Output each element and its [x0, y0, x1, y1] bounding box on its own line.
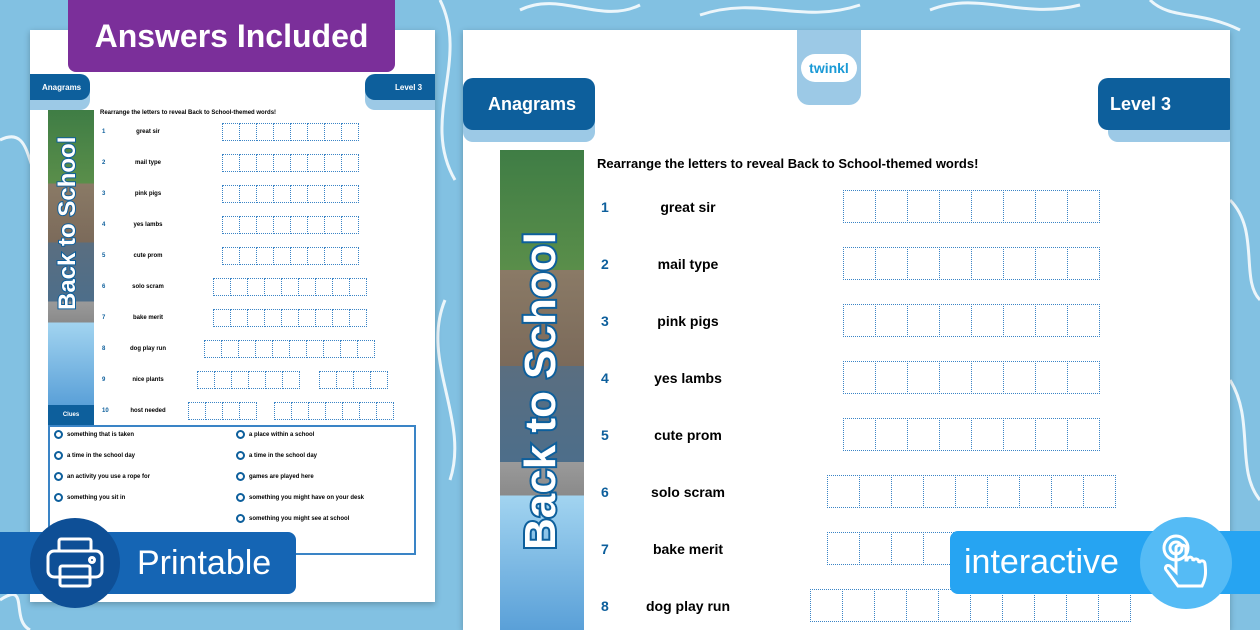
- letter-box[interactable]: [247, 309, 265, 327]
- anagram-item: [102, 402, 109, 420]
- answer-boxes[interactable]: [222, 123, 358, 141]
- letter-box[interactable]: [239, 216, 257, 234]
- answer-boxes[interactable]: [319, 371, 387, 389]
- letter-box[interactable]: [843, 361, 876, 394]
- clues-label: Clues: [48, 405, 94, 425]
- letter-box[interactable]: [290, 247, 308, 265]
- letter-box[interactable]: [324, 185, 342, 203]
- letter-box[interactable]: [923, 475, 956, 508]
- letter-box[interactable]: [247, 278, 265, 296]
- letter-box[interactable]: [222, 154, 240, 172]
- clue: something you sit in: [54, 493, 125, 502]
- item-number: 7: [102, 315, 106, 321]
- letter-box[interactable]: [213, 309, 231, 327]
- letter-box[interactable]: [281, 309, 299, 327]
- letter-box[interactable]: [359, 402, 377, 420]
- letter-box[interactable]: [891, 532, 924, 565]
- answer-boxes[interactable]: [843, 361, 1099, 394]
- letter-box[interactable]: [939, 247, 972, 280]
- anagram-word: great sir: [136, 129, 160, 135]
- letter-box[interactable]: [875, 190, 908, 223]
- letter-box[interactable]: [230, 278, 248, 296]
- letter-box[interactable]: [264, 278, 282, 296]
- letter-box[interactable]: [290, 123, 308, 141]
- letter-box[interactable]: [810, 589, 843, 622]
- answer-boxes[interactable]: [188, 402, 256, 420]
- clue-number-icon: [236, 514, 245, 523]
- anagram-item: [601, 532, 609, 565]
- answer-boxes[interactable]: [843, 247, 1099, 280]
- letter-box[interactable]: [324, 154, 342, 172]
- clue: something you might have on your desk: [236, 493, 364, 502]
- letter-box[interactable]: [230, 309, 248, 327]
- answer-boxes[interactable]: [843, 304, 1099, 337]
- anagram-item: [601, 304, 609, 337]
- clue-number-icon: [54, 451, 63, 460]
- anagram-word: great sir: [660, 198, 716, 215]
- letter-box[interactable]: [214, 371, 232, 389]
- letter-box[interactable]: [307, 247, 325, 265]
- letter-box[interactable]: [222, 123, 240, 141]
- anagram-word: mail type: [134, 160, 161, 166]
- letter-box[interactable]: [265, 371, 283, 389]
- item-number: 8: [102, 346, 106, 352]
- letter-box[interactable]: [273, 216, 291, 234]
- item-number: 9: [102, 377, 106, 383]
- letter-box[interactable]: [341, 216, 359, 234]
- letter-box[interactable]: [307, 123, 325, 141]
- clue: something you might see at school: [236, 514, 349, 523]
- letter-box[interactable]: [319, 371, 337, 389]
- answer-boxes[interactable]: [213, 278, 366, 296]
- anagram-word: bake merit: [132, 315, 163, 321]
- letter-box[interactable]: [315, 278, 333, 296]
- letter-box[interactable]: [971, 190, 1004, 223]
- letter-box[interactable]: [907, 361, 940, 394]
- letter-box[interactable]: [248, 371, 266, 389]
- letter-box[interactable]: [222, 216, 240, 234]
- letter-box[interactable]: [325, 402, 343, 420]
- letter-box[interactable]: [324, 123, 342, 141]
- letter-box[interactable]: [239, 185, 257, 203]
- letter-box[interactable]: [971, 418, 1004, 451]
- instruction: Rearrange the letters to reveal Back to School-themed words!: [597, 156, 979, 171]
- tap-hand-icon: [1140, 517, 1232, 609]
- anagram-item: [601, 589, 609, 622]
- letter-box[interactable]: [307, 216, 325, 234]
- letter-box[interactable]: [1067, 247, 1100, 280]
- letter-box[interactable]: [274, 402, 292, 420]
- letter-box[interactable]: [332, 278, 350, 296]
- letter-box[interactable]: [340, 340, 358, 358]
- answer-boxes[interactable]: [843, 190, 1099, 223]
- anagram-item: [102, 340, 105, 358]
- letter-box[interactable]: [875, 361, 908, 394]
- item-number: 4: [601, 369, 609, 386]
- letter-box[interactable]: [332, 309, 350, 327]
- letter-box[interactable]: [1003, 304, 1036, 337]
- letter-box[interactable]: [290, 185, 308, 203]
- letter-box[interactable]: [370, 371, 388, 389]
- anagram-item: [601, 361, 609, 394]
- clue: an activity you use a rope for: [54, 472, 150, 481]
- anagram-word: cute prom: [133, 253, 163, 259]
- letter-box[interactable]: [875, 418, 908, 451]
- letter-box[interactable]: [971, 247, 1004, 280]
- anagram-item: [102, 216, 105, 234]
- letter-box[interactable]: [324, 216, 342, 234]
- letter-box[interactable]: [349, 309, 367, 327]
- letter-box[interactable]: [289, 340, 307, 358]
- letter-box[interactable]: [256, 247, 274, 265]
- letter-box[interactable]: [239, 247, 257, 265]
- letter-box[interactable]: [353, 371, 371, 389]
- answer-boxes[interactable]: [222, 185, 358, 203]
- letter-box[interactable]: [231, 371, 249, 389]
- letter-box[interactable]: [239, 154, 257, 172]
- clue-number-icon: [54, 493, 63, 502]
- letter-box[interactable]: [1051, 475, 1084, 508]
- anagram-item: [601, 247, 609, 280]
- letter-box[interactable]: [308, 402, 326, 420]
- letter-box[interactable]: [907, 418, 940, 451]
- letter-box[interactable]: [906, 589, 939, 622]
- letter-box[interactable]: [298, 278, 316, 296]
- letter-box[interactable]: [315, 309, 333, 327]
- item-number: 1: [102, 129, 106, 135]
- letter-box[interactable]: [907, 247, 940, 280]
- clue: a time in the school day: [54, 451, 135, 460]
- letter-box[interactable]: [1083, 475, 1116, 508]
- letter-box[interactable]: [342, 402, 360, 420]
- letter-box[interactable]: [307, 185, 325, 203]
- twinkl-logo: twinkl: [801, 54, 857, 82]
- letter-box[interactable]: [273, 154, 291, 172]
- clue-number-icon: [236, 451, 245, 460]
- letter-box[interactable]: [1067, 361, 1100, 394]
- letter-box[interactable]: [307, 154, 325, 172]
- anagram-item: [601, 475, 609, 508]
- letter-box[interactable]: [939, 190, 972, 223]
- clue-number-icon: [54, 472, 63, 481]
- letter-box[interactable]: [290, 216, 308, 234]
- item-number: 3: [102, 191, 106, 197]
- letter-box[interactable]: [341, 247, 359, 265]
- title-tab: Anagrams: [463, 78, 595, 130]
- letter-box[interactable]: [256, 185, 274, 203]
- letter-box[interactable]: [859, 532, 892, 565]
- anagram-word: bake merit: [652, 540, 724, 557]
- letter-box[interactable]: [1035, 361, 1068, 394]
- letter-box[interactable]: [907, 304, 940, 337]
- printer-icon: [30, 518, 120, 608]
- letter-box[interactable]: [273, 247, 291, 265]
- letter-box[interactable]: [357, 340, 375, 358]
- item-number: 2: [601, 255, 609, 272]
- title-tab: Anagrams: [30, 74, 90, 100]
- letter-box[interactable]: [306, 340, 324, 358]
- letter-box[interactable]: [827, 475, 860, 508]
- letter-box[interactable]: [1067, 190, 1100, 223]
- item-number: 6: [102, 284, 106, 290]
- letter-box[interactable]: [188, 402, 206, 420]
- side-banner: Back to School: [500, 150, 584, 630]
- printable-label: Printable: [137, 543, 272, 582]
- letter-box[interactable]: [272, 340, 290, 358]
- anagram-word: yes lambs: [133, 222, 163, 228]
- anagram-item: [102, 247, 105, 265]
- letter-box[interactable]: [987, 475, 1020, 508]
- letter-box[interactable]: [1067, 304, 1100, 337]
- letter-box[interactable]: [204, 340, 222, 358]
- letter-box[interactable]: [1067, 418, 1100, 451]
- anagram-word: yes lambs: [654, 369, 722, 386]
- item-number: 1: [601, 198, 609, 215]
- answers-included-badge: Answers Included: [68, 0, 395, 72]
- letter-box[interactable]: [239, 402, 257, 420]
- letter-box[interactable]: [875, 247, 908, 280]
- answer-boxes[interactable]: [213, 309, 366, 327]
- letter-box[interactable]: [256, 216, 274, 234]
- letter-box[interactable]: [222, 402, 240, 420]
- letter-box[interactable]: [1035, 247, 1068, 280]
- letter-box[interactable]: [971, 304, 1004, 337]
- answer-boxes[interactable]: [274, 402, 393, 420]
- letter-box[interactable]: [971, 361, 1004, 394]
- anagram-item: [102, 185, 105, 203]
- instruction: Rearrange the letters to reveal Back to School-themed words!: [100, 110, 277, 116]
- answer-boxes[interactable]: [827, 475, 1115, 508]
- letter-box[interactable]: [205, 402, 223, 420]
- letter-box[interactable]: [256, 123, 274, 141]
- letter-box[interactable]: [324, 247, 342, 265]
- clue-number-icon: [54, 430, 63, 439]
- letter-box[interactable]: [875, 304, 908, 337]
- letter-box[interactable]: [323, 340, 341, 358]
- item-number: 5: [102, 253, 106, 259]
- anagram-word: pink pigs: [657, 312, 719, 329]
- anagram-word: host needed: [130, 408, 166, 414]
- answer-boxes[interactable]: [222, 154, 358, 172]
- anagram-item: [102, 309, 105, 327]
- letter-box[interactable]: [238, 340, 256, 358]
- letter-box[interactable]: [222, 247, 240, 265]
- interactive-label: interactive: [964, 543, 1119, 581]
- letter-box[interactable]: [273, 185, 291, 203]
- letter-box[interactable]: [239, 123, 257, 141]
- letter-box[interactable]: [291, 402, 309, 420]
- item-number: 5: [601, 426, 609, 443]
- answer-boxes[interactable]: [197, 371, 299, 389]
- anagram-item: [601, 418, 609, 451]
- letter-box[interactable]: [843, 304, 876, 337]
- anagram-item: [102, 123, 105, 141]
- anagram-word: solo scram: [651, 483, 725, 500]
- letter-box[interactable]: [256, 154, 274, 172]
- letter-box[interactable]: [1035, 304, 1068, 337]
- clue-number-icon: [236, 493, 245, 502]
- letter-box[interactable]: [273, 123, 291, 141]
- letter-box[interactable]: [213, 278, 231, 296]
- clue: a time in the school day: [236, 451, 317, 460]
- clue: something that is taken: [54, 430, 134, 439]
- clue-number-icon: [236, 430, 245, 439]
- letter-box[interactable]: [341, 154, 359, 172]
- item-number: 4: [102, 222, 106, 228]
- answers-worksheet-preview: [30, 30, 435, 602]
- answer-boxes[interactable]: [843, 418, 1099, 451]
- letter-box[interactable]: [376, 402, 394, 420]
- clue: games are played here: [236, 472, 314, 481]
- letter-box[interactable]: [827, 532, 860, 565]
- anagram-item: [601, 190, 609, 223]
- letter-box[interactable]: [1035, 190, 1068, 223]
- letter-box[interactable]: [197, 371, 215, 389]
- letter-box[interactable]: [939, 304, 972, 337]
- anagram-word: dog play run: [130, 346, 166, 352]
- anagram-word: solo scram: [132, 284, 164, 290]
- anagram-item: [102, 371, 105, 389]
- letter-box[interactable]: [939, 418, 972, 451]
- anagram-item: [102, 278, 105, 296]
- letter-box[interactable]: [907, 190, 940, 223]
- letter-box[interactable]: [222, 185, 240, 203]
- letter-box[interactable]: [264, 309, 282, 327]
- letter-box[interactable]: [874, 589, 907, 622]
- letter-box[interactable]: [1019, 475, 1052, 508]
- answer-boxes[interactable]: [222, 247, 358, 265]
- letter-box[interactable]: [1003, 418, 1036, 451]
- item-number: 2: [102, 160, 106, 166]
- letter-box[interactable]: [341, 185, 359, 203]
- letter-box[interactable]: [255, 340, 273, 358]
- letter-box[interactable]: [891, 475, 924, 508]
- item-number: 8: [601, 597, 609, 614]
- letter-box[interactable]: [221, 340, 239, 358]
- letter-box[interactable]: [290, 154, 308, 172]
- letter-box[interactable]: [1035, 418, 1068, 451]
- letter-box[interactable]: [843, 190, 876, 223]
- letter-box[interactable]: [336, 371, 354, 389]
- letter-box[interactable]: [1003, 361, 1036, 394]
- letter-box[interactable]: [349, 278, 367, 296]
- letter-box[interactable]: [298, 309, 316, 327]
- item-number: 7: [601, 540, 609, 557]
- level-tab: Level 3: [1098, 78, 1230, 130]
- clue: a place within a school: [236, 430, 314, 439]
- letter-box[interactable]: [843, 247, 876, 280]
- level-tab: Level 3: [365, 74, 435, 100]
- answer-boxes[interactable]: [222, 216, 358, 234]
- letter-box[interactable]: [842, 589, 875, 622]
- letter-box[interactable]: [1003, 247, 1036, 280]
- anagram-word: cute prom: [654, 426, 722, 443]
- letter-box[interactable]: [843, 418, 876, 451]
- clue-number-icon: [236, 472, 245, 481]
- answer-boxes[interactable]: [204, 340, 374, 358]
- letter-box[interactable]: [939, 361, 972, 394]
- letter-box[interactable]: [341, 123, 359, 141]
- letter-box[interactable]: [955, 475, 988, 508]
- side-banner: Back to School: [48, 110, 94, 405]
- item-number: 6: [601, 483, 609, 500]
- anagram-word: pink pigs: [134, 191, 162, 197]
- letter-box[interactable]: [282, 371, 300, 389]
- item-number: 10: [102, 408, 109, 414]
- anagram-item: [102, 154, 105, 172]
- anagram-word: nice plants: [132, 377, 164, 383]
- item-number: 3: [601, 312, 609, 329]
- letter-box[interactable]: [281, 278, 299, 296]
- letter-box[interactable]: [859, 475, 892, 508]
- anagram-word: mail type: [657, 255, 719, 272]
- anagram-word: dog play run: [646, 597, 730, 614]
- letter-box[interactable]: [1003, 190, 1036, 223]
